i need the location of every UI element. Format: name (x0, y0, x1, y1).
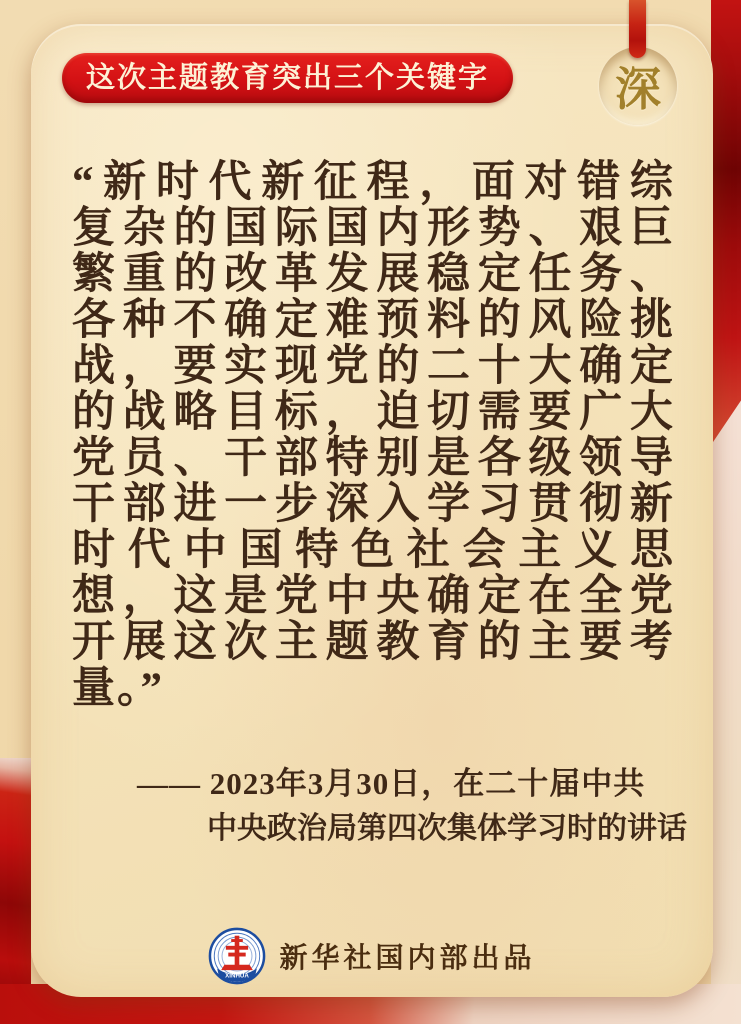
attribution-line-1: —— 2023年3月30日，在二十届中共 (137, 766, 646, 801)
footer (31, 924, 713, 988)
quote-line: 复 杂 的 国 际 国 内 形 势 、 艰 巨 (72, 205, 673, 252)
keyword-medallion (599, 47, 677, 125)
medallion-ribbon-strap (629, 0, 646, 58)
logo-text: XINHUA (225, 972, 250, 980)
xinhua-logo-icon (208, 927, 266, 985)
quote-line: 开 展 这 次 主 题 教 育 的 主 要 考 (72, 619, 673, 666)
quote-text (72, 160, 673, 712)
quote-line: 想 ， 这 是 党 中 央 确 定 在 全 党 (72, 573, 673, 620)
publisher-label: 新华社国内部出品 (279, 942, 536, 973)
quote-line: 的 战 略 目 标 ， 迫 切 需 要 广 大 (72, 389, 673, 436)
quote-line: “ 新 时 代 新 征 程 ， 面 对 错 综 (72, 159, 673, 206)
banner-label: 这次主题教育突出三个关键字 (86, 61, 490, 94)
quote-line: 战 ， 要 实 现 党 的 二 十 大 确 定 (72, 343, 673, 390)
background-right-strip (711, 380, 741, 1024)
quote-line: 繁 重 的 改 革 发 展 稳 定 任 务 、 (72, 251, 673, 298)
quote-line-last: 量。” (72, 665, 164, 712)
quote-line: 干 部 进 一 步 深 入 学 习 贯 彻 新 (72, 481, 673, 528)
quote-line: 时 代 中 国 特 色 社 会 主 义 思 (72, 527, 673, 574)
red-ribbon-right (711, 0, 741, 445)
attribution-line-2: 中央政治局第四次集体学习时的讲话 (207, 812, 687, 845)
quote-card (31, 24, 713, 997)
quote-line: 党 员 、 干 部 特 别 是 各 级 领 导 (72, 435, 673, 482)
title-banner (62, 53, 513, 103)
quote-line: 各 种 不 确 定 难 预 料 的 风 险 挑 (72, 297, 673, 344)
keyword-character: 深 (615, 64, 661, 115)
